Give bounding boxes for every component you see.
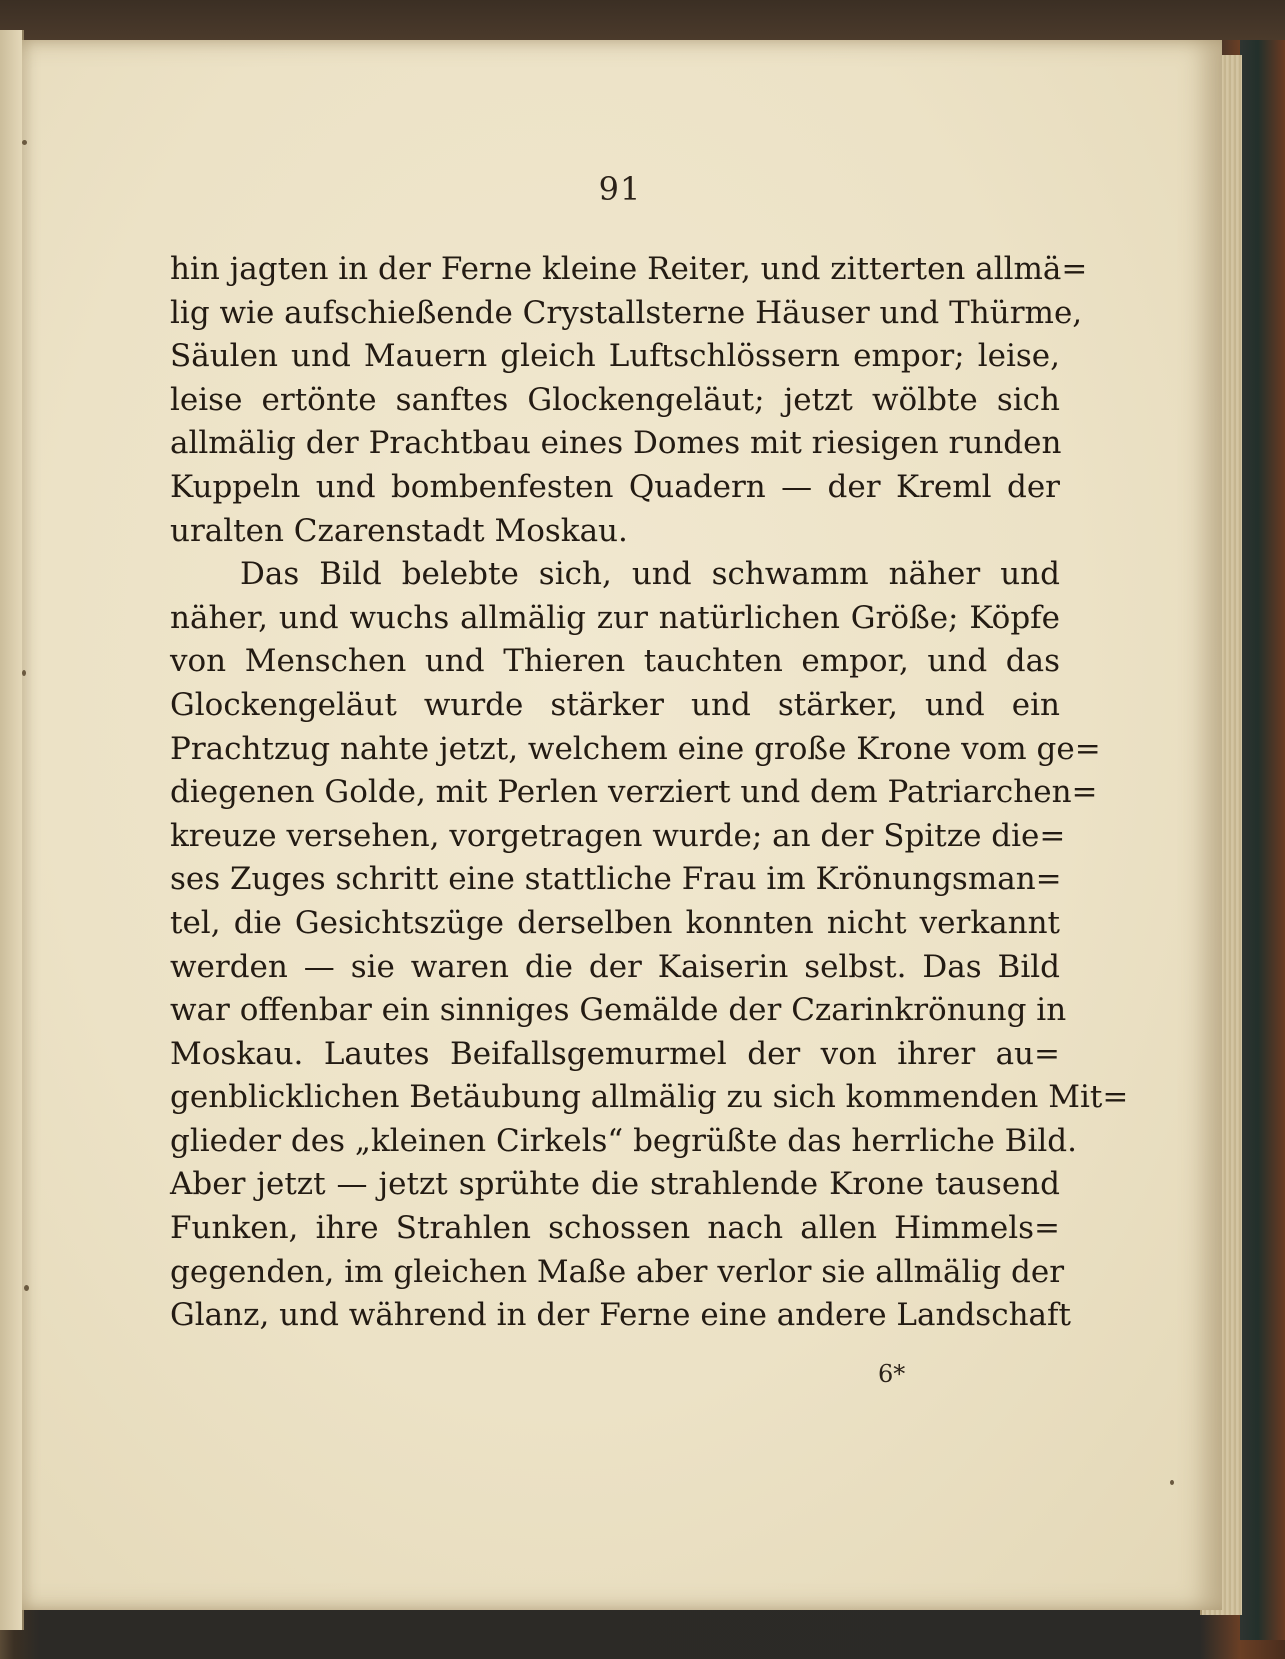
paper-speck xyxy=(22,670,26,676)
text-line: tel, die Gesichtszüge derselben konnten nicht verkannt xyxy=(170,904,1060,941)
text-line: Das Bild belebte sich, und schwamm näher und xyxy=(240,556,1060,593)
text-line: diegenen Golde, mit Perlen verziert und dem Patriarchen= xyxy=(170,774,1098,811)
text-line: lig wie aufschießende Crystallsterne Häuser und Thürme, xyxy=(170,294,1083,331)
text-line: leise ertönte sanftes Glockengeläut; jetzt wölbte sich xyxy=(170,381,1060,418)
text-line: war offenbar ein sinniges Gemälde der Czarinkrönung in xyxy=(170,992,1067,1029)
text-line: Glockengeläut wurde stärker und stärker, und ein xyxy=(170,686,1060,723)
text-line: Glanz, und während in der Ferne eine andere Landschaft xyxy=(170,1297,1071,1334)
page-number: 91 xyxy=(598,170,642,208)
text-line: allmälig der Prachtbau eines Domes mit riesigen runden xyxy=(170,425,1062,462)
book-cover-right xyxy=(1240,40,1285,1640)
text-line: näher, und wuchs allmälig zur natürlichen Größe; Köpfe xyxy=(170,599,1060,636)
text-line: Prachtzug nahte jetzt, welchem eine große Krone vom ge= xyxy=(170,730,1101,767)
text-line: Funken, ihre Strahlen schossen nach allen Himmels= xyxy=(170,1210,1060,1247)
text-line: Moskau. Lautes Beifallsgemurmel der von ihrer au= xyxy=(170,1035,1060,1072)
text-line: Aber jetzt — jetzt sprühte die strahlende Krone tausend xyxy=(170,1166,1060,1203)
left-page-edge xyxy=(0,30,24,1630)
paper-speck xyxy=(1170,1480,1174,1485)
body-text xyxy=(170,248,1129,1338)
text-line: von Menschen und Thieren tauchten empor, und das xyxy=(170,643,1060,680)
text-line: glieder des „kleinen Cirkels“ begrüßte das herrliche Bild. xyxy=(170,1122,1077,1159)
text-line: kreuze versehen, vorgetragen wurde; an der Spitze die= xyxy=(170,817,1066,854)
text-line: genblicklichen Betäubung allmälig zu sich kommenden Mit= xyxy=(170,1079,1129,1116)
text-line: hin jagten in der Ferne kleine Reiter, und zitterten allmä= xyxy=(170,251,1088,287)
paper-speck xyxy=(24,1285,29,1291)
text-line: Säulen und Mauern gleich Luftschlössern empor; leise, xyxy=(170,338,1060,375)
paper-speck xyxy=(22,140,27,145)
text-line: ses Zuges schritt eine stattliche Frau im Krönungsman= xyxy=(170,861,1062,898)
book-top-edge xyxy=(0,0,1285,40)
text-line: gegenden, im gleichen Maße aber verlor sie allmälig der xyxy=(170,1253,1065,1290)
signature-mark: 6* xyxy=(878,1360,906,1388)
text-line: werden — sie waren die der Kaiserin selbst. Das Bild xyxy=(170,948,1060,985)
text-line: Kuppeln und bombenfesten Quadern — der Kreml der xyxy=(170,468,1060,505)
text-line: uralten Czarenstadt Moskau. xyxy=(170,512,628,549)
